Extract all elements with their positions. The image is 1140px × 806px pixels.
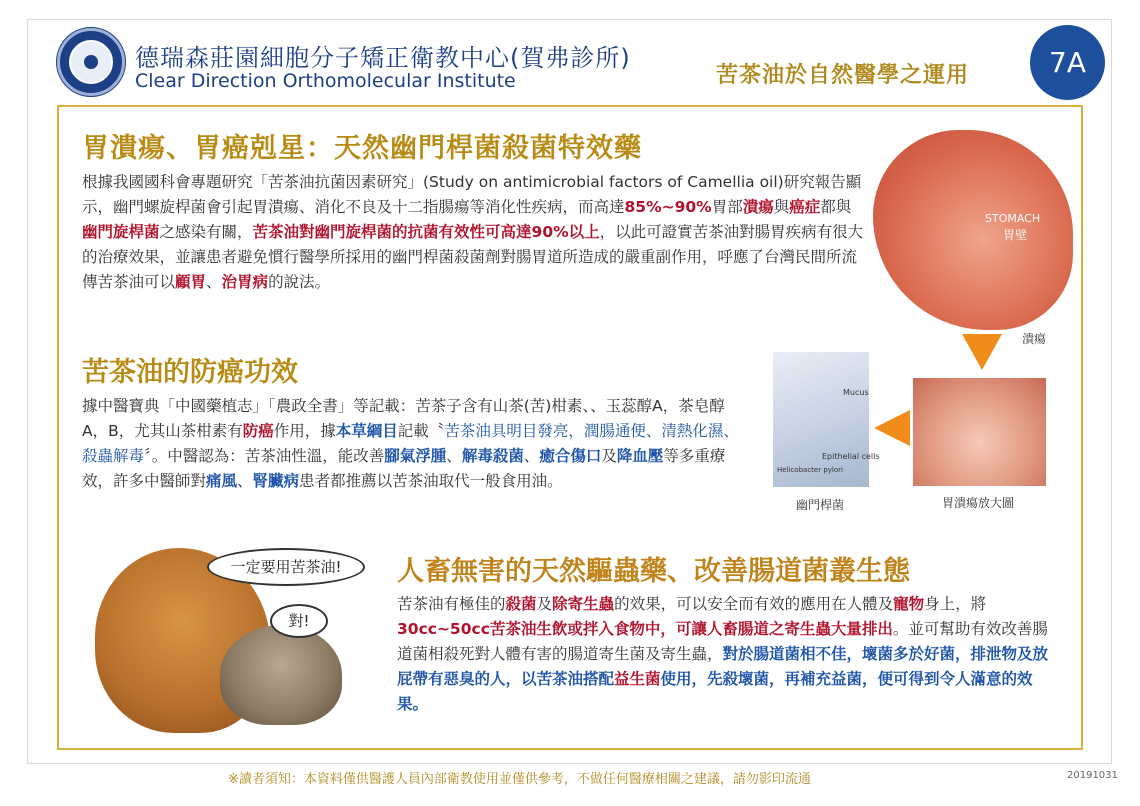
label-helicobacter: Helicobacter pylori <box>777 466 843 474</box>
section3-title: 人畜無害的天然驅蟲藥、改善腸道菌叢生態 <box>397 556 910 587</box>
arrow-down-icon <box>962 334 1002 370</box>
reader-notice: ※讀者須知：本資料僅供醫護人員內部衛教使用並僅供參考，不做任何醫療相關之建議，請勿影印流通 <box>228 772 811 787</box>
closeup-caption: 胃潰瘍放大圖 <box>942 496 1015 510</box>
section3-body: 苦茶油有極佳的殺菌及除寄生蟲的效果，可以安全而有效的應用在人體及寵物身上，將30cc~50cc苦茶油生飲或拌入食物中，可讓人畜腸道之寄生蟲大量排出。並可幫助有效改善腸道菌相殺死對人體有害的腸道寄生菌及寄生蟲，對於腸道菌相不佳，壞菌多於好菌，排泄物及放屁帶有惡臭的人，以苦茶油搭配益生菌使用，先殺壞菌，再補充益菌，便可得到令人滿意的效果。 <box>397 595 1049 713</box>
stomach-label-zh: 胃壁 <box>1003 228 1028 242</box>
org-name-zh: 德瑞森莊園細胞分子矯正衛教中心(賀弗診所) <box>135 44 631 72</box>
cat-speech-bubble: 對! <box>270 604 328 638</box>
logo-emblem-icon <box>69 40 113 84</box>
ulcer-closeup-image <box>913 378 1046 486</box>
page-badge: 7A <box>1030 25 1105 100</box>
stomach-label-en: STOMACH <box>985 212 1041 225</box>
label-epithelial: Epithelial cells <box>822 452 880 461</box>
section1-body: 根據我國國科會專題研究「苦茶油抗菌因素研究」(Study on antimicrobial factors of Camellia oil)研究報告顯示，幽門螺旋桿菌會引起胃潰瘍、消化不良及十二指腸瘍等消化性疾病，而高達85%~90%胃部潰瘍與癌症都與幽門旋桿菌之感染有關，苦茶油對幽門旋桿菌的抗菌有效性可高達90%以上，以此可證實苦茶油對腸胃疾病有很大的治療效果，並讓患者避免慣行醫學所採用的幽門桿菌殺菌劑對腸胃道所造成的嚴重副作用，呼應了台灣民間所流傳苦茶油可以顧胃、治胃病的說法。 <box>82 173 864 291</box>
bacteria-caption: 幽門桿菌 <box>796 498 845 512</box>
topic-title: 苦茶油於自然醫學之運用 <box>716 63 970 88</box>
section2-title: 苦茶油的防癌功效 <box>82 357 298 388</box>
org-name-en: Clear Direction Orthomolecular Institute <box>135 70 516 92</box>
cat-image <box>220 625 342 725</box>
ulcer-label: 潰瘍 <box>1022 332 1047 346</box>
arrow-left-icon <box>874 410 910 446</box>
section1-title: 胃潰瘍、胃癌剋星：天然幽門桿菌殺菌特效藥 <box>82 133 642 164</box>
doc-date: 20191031 <box>1067 770 1118 781</box>
dog-speech-bubble: 一定要用苦茶油! <box>207 548 365 586</box>
institute-logo <box>57 28 125 96</box>
section2-body: 據中醫寶典「中國藥植志」「農政全書」等記載：苦茶子含有山茶(苦)柑素、、玉蕊醇A，茶皂醇A，B，尤其山茶柑素有防癌作用，據本草綱目記載〝苦茶油具明目發亮，潤腸通便、清熱化濕、殺蟲解毒〞。中醫認為：苦茶油性溫，能改善腳氣浮腫、解毒殺菌、癒合傷口及降血壓等多重療效，許多中醫師對痛風、腎臟病患者都推薦以苦茶油取代一般食用油。 <box>82 397 739 490</box>
label-mucus: Mucus <box>843 388 869 397</box>
